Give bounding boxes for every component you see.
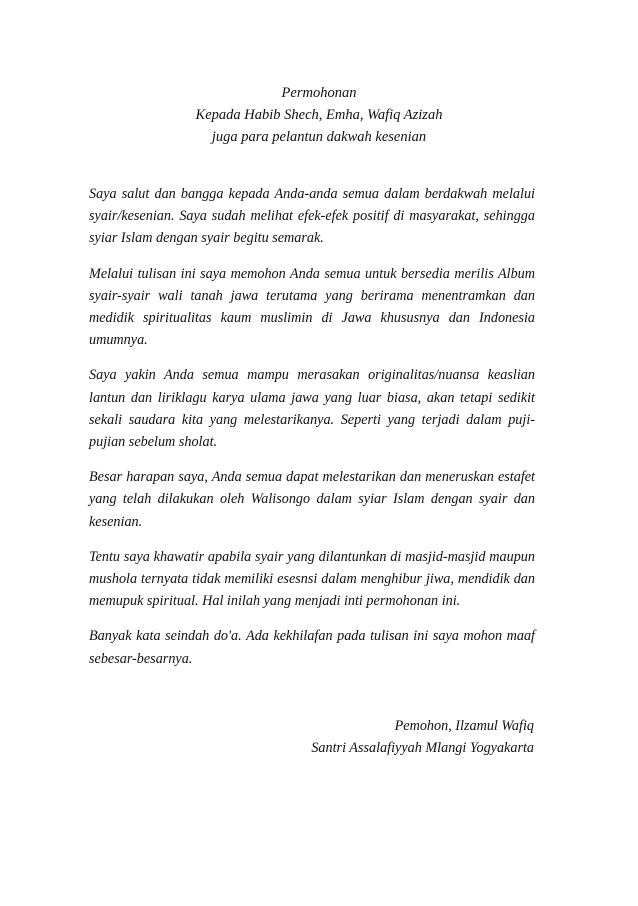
signature-block — [311, 715, 534, 759]
signature-name: Pemohon, Ilzamul Wafiq — [394, 718, 534, 734]
heading-title: Permohonan — [281, 85, 357, 101]
heading-recipients: Kepada Habib Shech, Emha, Wafiq Azizah — [195, 107, 443, 123]
paragraph-2: Melalui tulisan ini saya memohon Anda semua untuk bersedia merilis Album syair-syair wali tanah jawa terutama yang berirama menentramkan dan medidik spiritualitas kaum muslimin di Jawa khususnya dan Indonesia umumnya. — [89, 265, 535, 349]
heading-subtitle: juga para pelantun dakwah kesenian — [211, 129, 427, 145]
letter-heading — [0, 82, 638, 148]
letter-body — [89, 183, 535, 683]
signature-affiliation: Santri Assalafiyyah Mlangi Yogyakarta — [311, 740, 534, 756]
paragraph-6: Banyak kata seindah do'a. Ada kekhilafan pada tulisan ini saya mohon maaf sebesar-besarnya. — [89, 628, 535, 667]
paragraph-5: Tentu saya khawatir apabila syair yang dilantunkan di masjid-masjid maupun mushola ternyata tidak memiliki esesnsi dalam menghibur jiwa, mendidik dan memupuk spiritual. Hal inilah yang menjadi inti permohonan ini. — [89, 548, 535, 610]
paragraph-1: Saya salut dan bangga kepada Anda-anda semua dalam berdakwah melalui syair/kesenian. Saya sudah melihat efek-efek positif di masyarakat, sehingga syiar Islam dengan syair begitu semarak. — [89, 186, 535, 247]
paragraph-3: Saya yakin Anda semua mampu merasakan originalitas/nuansa keaslian lantun dan liriklagu karya ulama jawa yang luar biasa, akan tetapi sedikit sekali saudara kita yang melestarikanya. Seperti yang terjadi dalam puji-pujian sebelum sholat. — [89, 367, 535, 451]
paragraph-4: Besar harapan saya, Anda semua dapat melestarikan dan meneruskan estafet yang telah dilakukan oleh Walisongo dalam syiar Islam dengan syair dan kesenian. — [89, 469, 535, 530]
